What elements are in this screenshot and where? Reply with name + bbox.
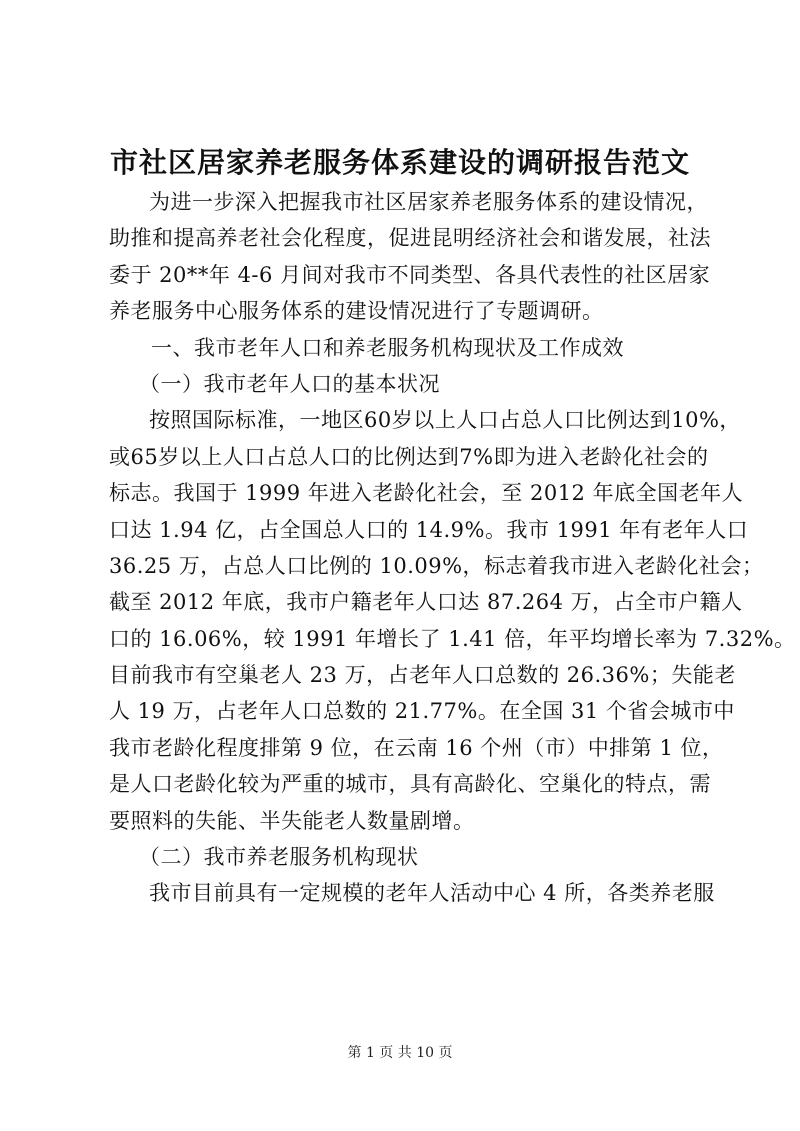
subsection-heading: （一）我市老年人口的基本状况 (139, 371, 440, 396)
paragraph-line: 养老服务中心服务体系的建设情况进行了专题调研。 (109, 299, 604, 324)
paragraph-line: 标志。我国于 1999 年进入老龄化社会，至 2012 年底全国老年人 (109, 481, 744, 506)
paragraph-line: 或65岁以上人口占总人口的比例达到7%即为进入老龄化社会的 (109, 444, 709, 469)
paragraph-line: 我市老龄化程度排第 9 位，在云南 16 个州（市）中排第 1 位， (109, 735, 724, 760)
paragraph-line: 为进一步深入把握我市社区居家养老服务体系的建设情况， (149, 190, 708, 214)
paragraph-line: 委于 20**年 4-6 月间对我市不同类型、各具代表性的社区居家 (109, 262, 711, 287)
paragraph-line: 要照料的失能、半失能老人数量剧增。 (109, 808, 475, 833)
paragraph-line: 36.25 万，占总人口比例的 10.09%，标志着我市进入老龄化社会； (109, 553, 764, 578)
paragraph-line: 口达 1.94 亿，占全国总人口的 14.9%。我市 1991 年有老年人口 (109, 517, 749, 542)
page-number-footer: 第 1 页 共 10 页 (347, 1045, 453, 1061)
paragraph-line: 截至 2012 年底，我市户籍老年人口达 87.264 万，占全市户籍人 (109, 590, 743, 615)
paragraph-line: 目前我市有空巢老人 23 万，占老年人口总数的 26.36%；失能老 (109, 663, 736, 688)
document-body (109, 184, 796, 912)
paragraph-line: 口的 16.06%，较 1991 年增长了 1.41 倍，年平均增长率为 7.32%。 (109, 626, 796, 651)
section-heading: 一、我市老年人口和养老服务机构现状及工作成效 (151, 335, 624, 360)
subsection-heading: （二）我市养老服务机构现状 (139, 845, 419, 870)
paragraph-line: 按照国际标准，一地区60岁以上人口占总人口比例达到10%， (149, 408, 741, 433)
paragraph-line: 是人口老龄化较为严重的城市，具有高龄化、空巢化的特点，需 (109, 772, 711, 797)
paragraph-line: 助推和提高养老社会化程度，促进昆明经济社会和谐发展，社法 (109, 226, 711, 251)
document-title: 市社区居家养老服务体系建设的调研报告范文 (109, 146, 690, 179)
paragraph-line: 我市目前具有一定规模的老年人活动中心 4 所，各类养老服 (149, 881, 715, 906)
paragraph-line: 人 19 万，占老年人口总数的 21.77%。在全国 31 个省会城市中 (109, 699, 735, 724)
